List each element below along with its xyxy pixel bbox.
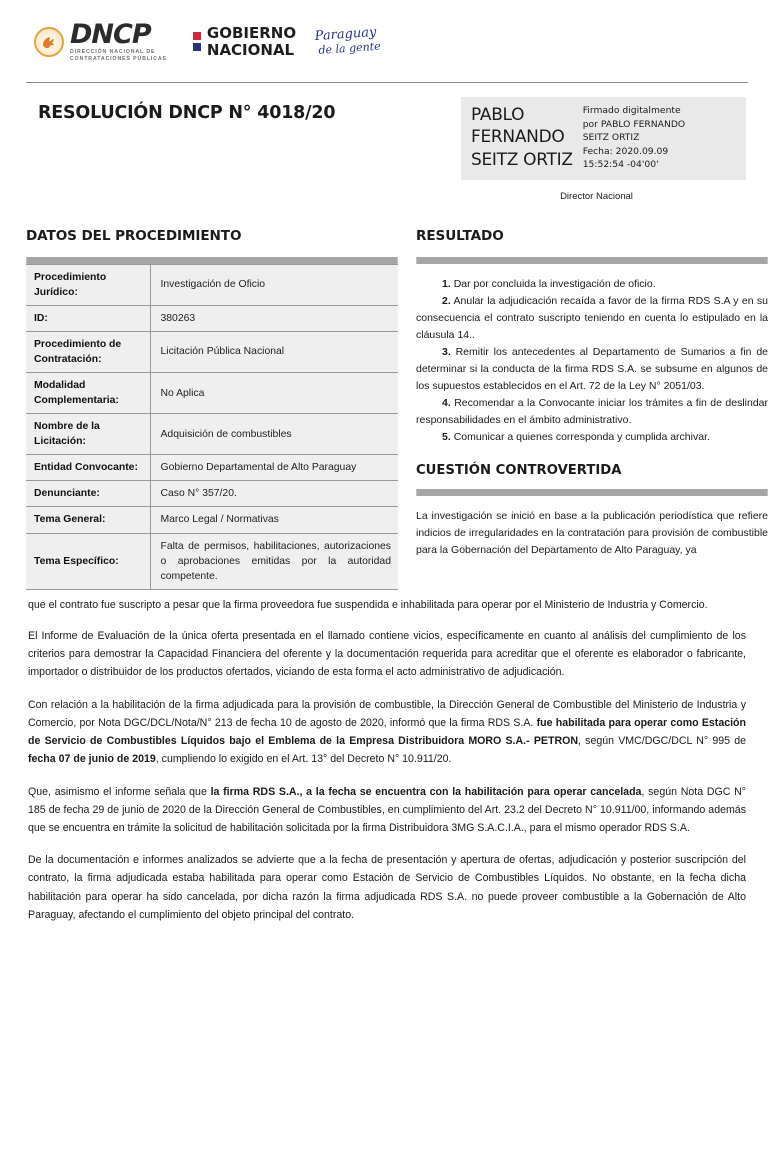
signature-meta-line4: Fecha: 2020.09.09 — [582, 145, 669, 157]
gobierno-line1: GOBIERNO — [206, 24, 297, 42]
p3-part-e: , cumpliendo lo exigido en el Art. 13° del Decreto N° 10.911/20. — [155, 753, 452, 766]
p3-part-c: , según VMC/DGC/DCL N° 995 de — [577, 735, 746, 748]
paragraph-5: De la documentación e informes analizados se advierte que a la fecha de presentación y apertura de ofertas, adjudicación y posterior suscripción del contrato, la firma adjudicada estaba habilitada para operar como Estación de Servicio de Combustibles Líquidos. No obstante, en la fecha dicha habilitación para operar ha sido cancelada, por dicha razón la firma adjudicada RDS S.A. no puede proveer combustible a la Gobernación de Alto Paraguay, afectando el cumplimiento del objeto principal del contrato. — [28, 854, 746, 921]
row-value: Falta de permisos, habilitaciones, autorizaciones o aprobaciones emitidas por la autoridad competente. — [150, 533, 398, 589]
row-value: Marco Legal / Normativas — [150, 507, 398, 533]
procedure-table-topbar — [26, 257, 398, 264]
digital-signature-block — [461, 97, 746, 202]
table-row — [26, 372, 398, 413]
table-row — [26, 481, 398, 507]
resultado-topbar — [416, 257, 768, 264]
list-item — [416, 276, 768, 293]
paragraph-2: El Informe de Evaluación de la única oferta presentada en el llamado contiene vicios, específicamente en cuanto al análisis del cumplimiento de los criterios para demostrar la Capacidad Financiera del oferente y la documentación requerida para acreditar que el oferente es elaborador o fabricante, importador o distribuidor de los productos ofertados, viciando de esta forma el acto administrativo de adjudicación. — [28, 629, 746, 679]
document-header — [26, 19, 748, 76]
table-row — [26, 331, 398, 372]
paragraph-1-continuation: que el contrato fue suscripto a pesar que la firma proveedora fue suspendida e inhabilitada para operar por el Ministerio de Industria y Comercio. — [28, 598, 708, 611]
row-label: Tema General: — [26, 507, 150, 533]
item-number: 2. — [442, 294, 451, 307]
row-label: Procedimiento de Contratación: — [26, 331, 150, 372]
signature-meta-line3: SEITZ ORTIZ — [582, 132, 640, 144]
procedure-column — [26, 228, 398, 590]
row-label: Entidad Convocante: — [26, 455, 150, 481]
list-item — [416, 429, 768, 446]
signer-name-line3: SEITZ ORTIZ — [471, 149, 573, 170]
slogan-line1: Paraguay — [314, 24, 377, 45]
row-label: Procedimiento Jurídico: — [26, 264, 150, 305]
signature-metadata — [583, 104, 685, 172]
row-label: Nombre de la Licitación: — [26, 414, 150, 455]
row-value: 380263 — [150, 305, 398, 331]
p4-part-a: Que, asimismo el informe señala que — [28, 785, 211, 798]
cuestion-intro-paragraph: La investigación se inició en base a la publicación periodística que refiere indicios de irregularidades en la contratación para provisión de combustible para la Gobernación del Departamento de Alto Paraguay, ya — [416, 509, 768, 556]
cuestion-heading: CUESTIÓN CONTROVERTIDA — [416, 462, 622, 478]
page-title: RESOLUCIÓN DNCP N° 4018/20 — [38, 103, 336, 123]
row-label: Denunciante: — [26, 481, 150, 507]
signer-name-line1: PABLO — [471, 105, 525, 125]
procedure-table — [26, 264, 398, 590]
item-text: Remitir los antecedentes al Departamento de Sumarios a fin de determinar si la conducta de la firma RDS S.A. se subsume en algunos de los supuestos establecidos en el Art. 72 de la Ley N° 2051/03. — [416, 345, 769, 392]
row-value: Investigación de Oficio — [150, 264, 398, 305]
dncp-logo — [34, 19, 167, 63]
signature-meta-line2: por PABLO FERNANDO — [582, 118, 686, 130]
row-value: Adquisición de combustibles — [150, 414, 398, 455]
signer-role: Director Nacional — [560, 190, 633, 202]
p3-part-a: Con relación a la habilitación de la firma adjudicada para la provisión de combustible, la Dirección General de Combustible del Ministerio de Industria y Comercio, por Nota DGC/DCL/Nota/N° 213 de fecha 10 de agosto de 2020, informó que la firma RDS S.A. — [28, 698, 746, 729]
flag-squares-icon — [193, 32, 201, 51]
item-text: Anular la adjudicación recaída a favor de la firma RDS S.A y en su consecuencia el contrato suscripto teniendo en cuenta lo estipulado en la cláusula 14.. — [416, 294, 768, 341]
paraguay-de-la-gente-slogan — [311, 26, 381, 58]
item-number: 1. — [442, 277, 451, 290]
p4-part-c: , según Nota DGC N° 185 de fecha 29 de junio de 2020 de la Dirección General de Combustibles, en cumplimiento del Art. 23.2 del Decreto N° 10.911/00, informando además que se encuentra en trámite la solicitud de habilitación solicitada por la firma Distribuidora 3MG S.A.C.I.A., para el mismo operador RDS S.A. — [28, 785, 747, 834]
row-label: Tema Específico: — [26, 533, 150, 589]
table-row — [26, 507, 398, 533]
row-value: No Aplica — [150, 372, 398, 413]
signature-meta-line5: 15:52:54 -04'00' — [582, 159, 659, 171]
signer-name-line2: FERNANDO — [471, 127, 565, 148]
item-number: 5. — [442, 430, 451, 443]
paragraph-4 — [28, 783, 746, 838]
table-row — [26, 305, 398, 331]
p3-part-b-bold: fue habilitada para operar como Estación de Servicio de Combustibles Líquidos bajo el Emblema de la Empresa Distribuidora MORO S.A.- PETRON — [28, 716, 747, 748]
list-item — [416, 293, 768, 344]
row-value: Gobierno Departamental de Alto Paraguay — [150, 455, 398, 481]
list-item — [416, 395, 768, 429]
procedure-heading: DATOS DEL PROCEDIMIENTO — [26, 227, 242, 244]
row-label: Modalidad Complementaria: — [26, 372, 150, 413]
table-row — [26, 455, 398, 481]
gobierno-nacional-logo — [193, 25, 380, 59]
title-signature-row — [26, 97, 748, 202]
dncp-subtitle-line1: DIRECCIÓN NACIONAL DE — [70, 48, 156, 55]
item-number: 4. — [442, 396, 451, 409]
cuestion-topbar — [416, 489, 768, 496]
item-text: Recomendar a la Convocante iniciar los trámites a fin de deslindar responsabilidades en el ámbito administrativo. — [416, 396, 768, 426]
item-text: Comunicar a quienes corresponda y cumplida archivar. — [453, 430, 710, 443]
two-column-section — [26, 227, 769, 590]
table-row — [26, 264, 398, 305]
p4-part-b-bold: la firma RDS S.A., a la fecha se encuentra con la habilitación para operar cancelada — [210, 785, 642, 798]
table-row — [26, 414, 398, 455]
gobierno-line2: NACIONAL — [206, 40, 295, 59]
resultado-column — [416, 228, 768, 559]
signature-box — [461, 97, 746, 180]
p3-part-d-bold: fecha 07 de junio de 2019 — [28, 753, 156, 766]
item-text: Dar por concluida la investigación de oficio. — [453, 277, 656, 290]
list-item — [416, 344, 768, 395]
resultado-heading: RESULTADO — [416, 227, 504, 244]
row-label: ID: — [26, 305, 150, 331]
table-row — [26, 533, 398, 589]
row-value: Licitación Pública Nacional — [150, 331, 398, 372]
dncp-acronym: DNCP — [70, 19, 151, 50]
item-number: 3. — [442, 345, 451, 358]
resultado-list — [416, 276, 768, 446]
signature-meta-line1: Firmado digitalmente — [582, 105, 681, 116]
dncp-subtitle-line2: CONTRATACIONES PÚBLICAS — [70, 55, 167, 62]
header-divider — [26, 82, 748, 83]
jaguar-seal-icon — [34, 27, 64, 57]
slogan-line2: de la gente — [318, 39, 382, 57]
body-paragraphs — [26, 596, 748, 924]
paragraph-3 — [28, 696, 746, 769]
signer-name — [471, 104, 573, 172]
row-value: Caso N° 357/20. — [150, 481, 398, 507]
